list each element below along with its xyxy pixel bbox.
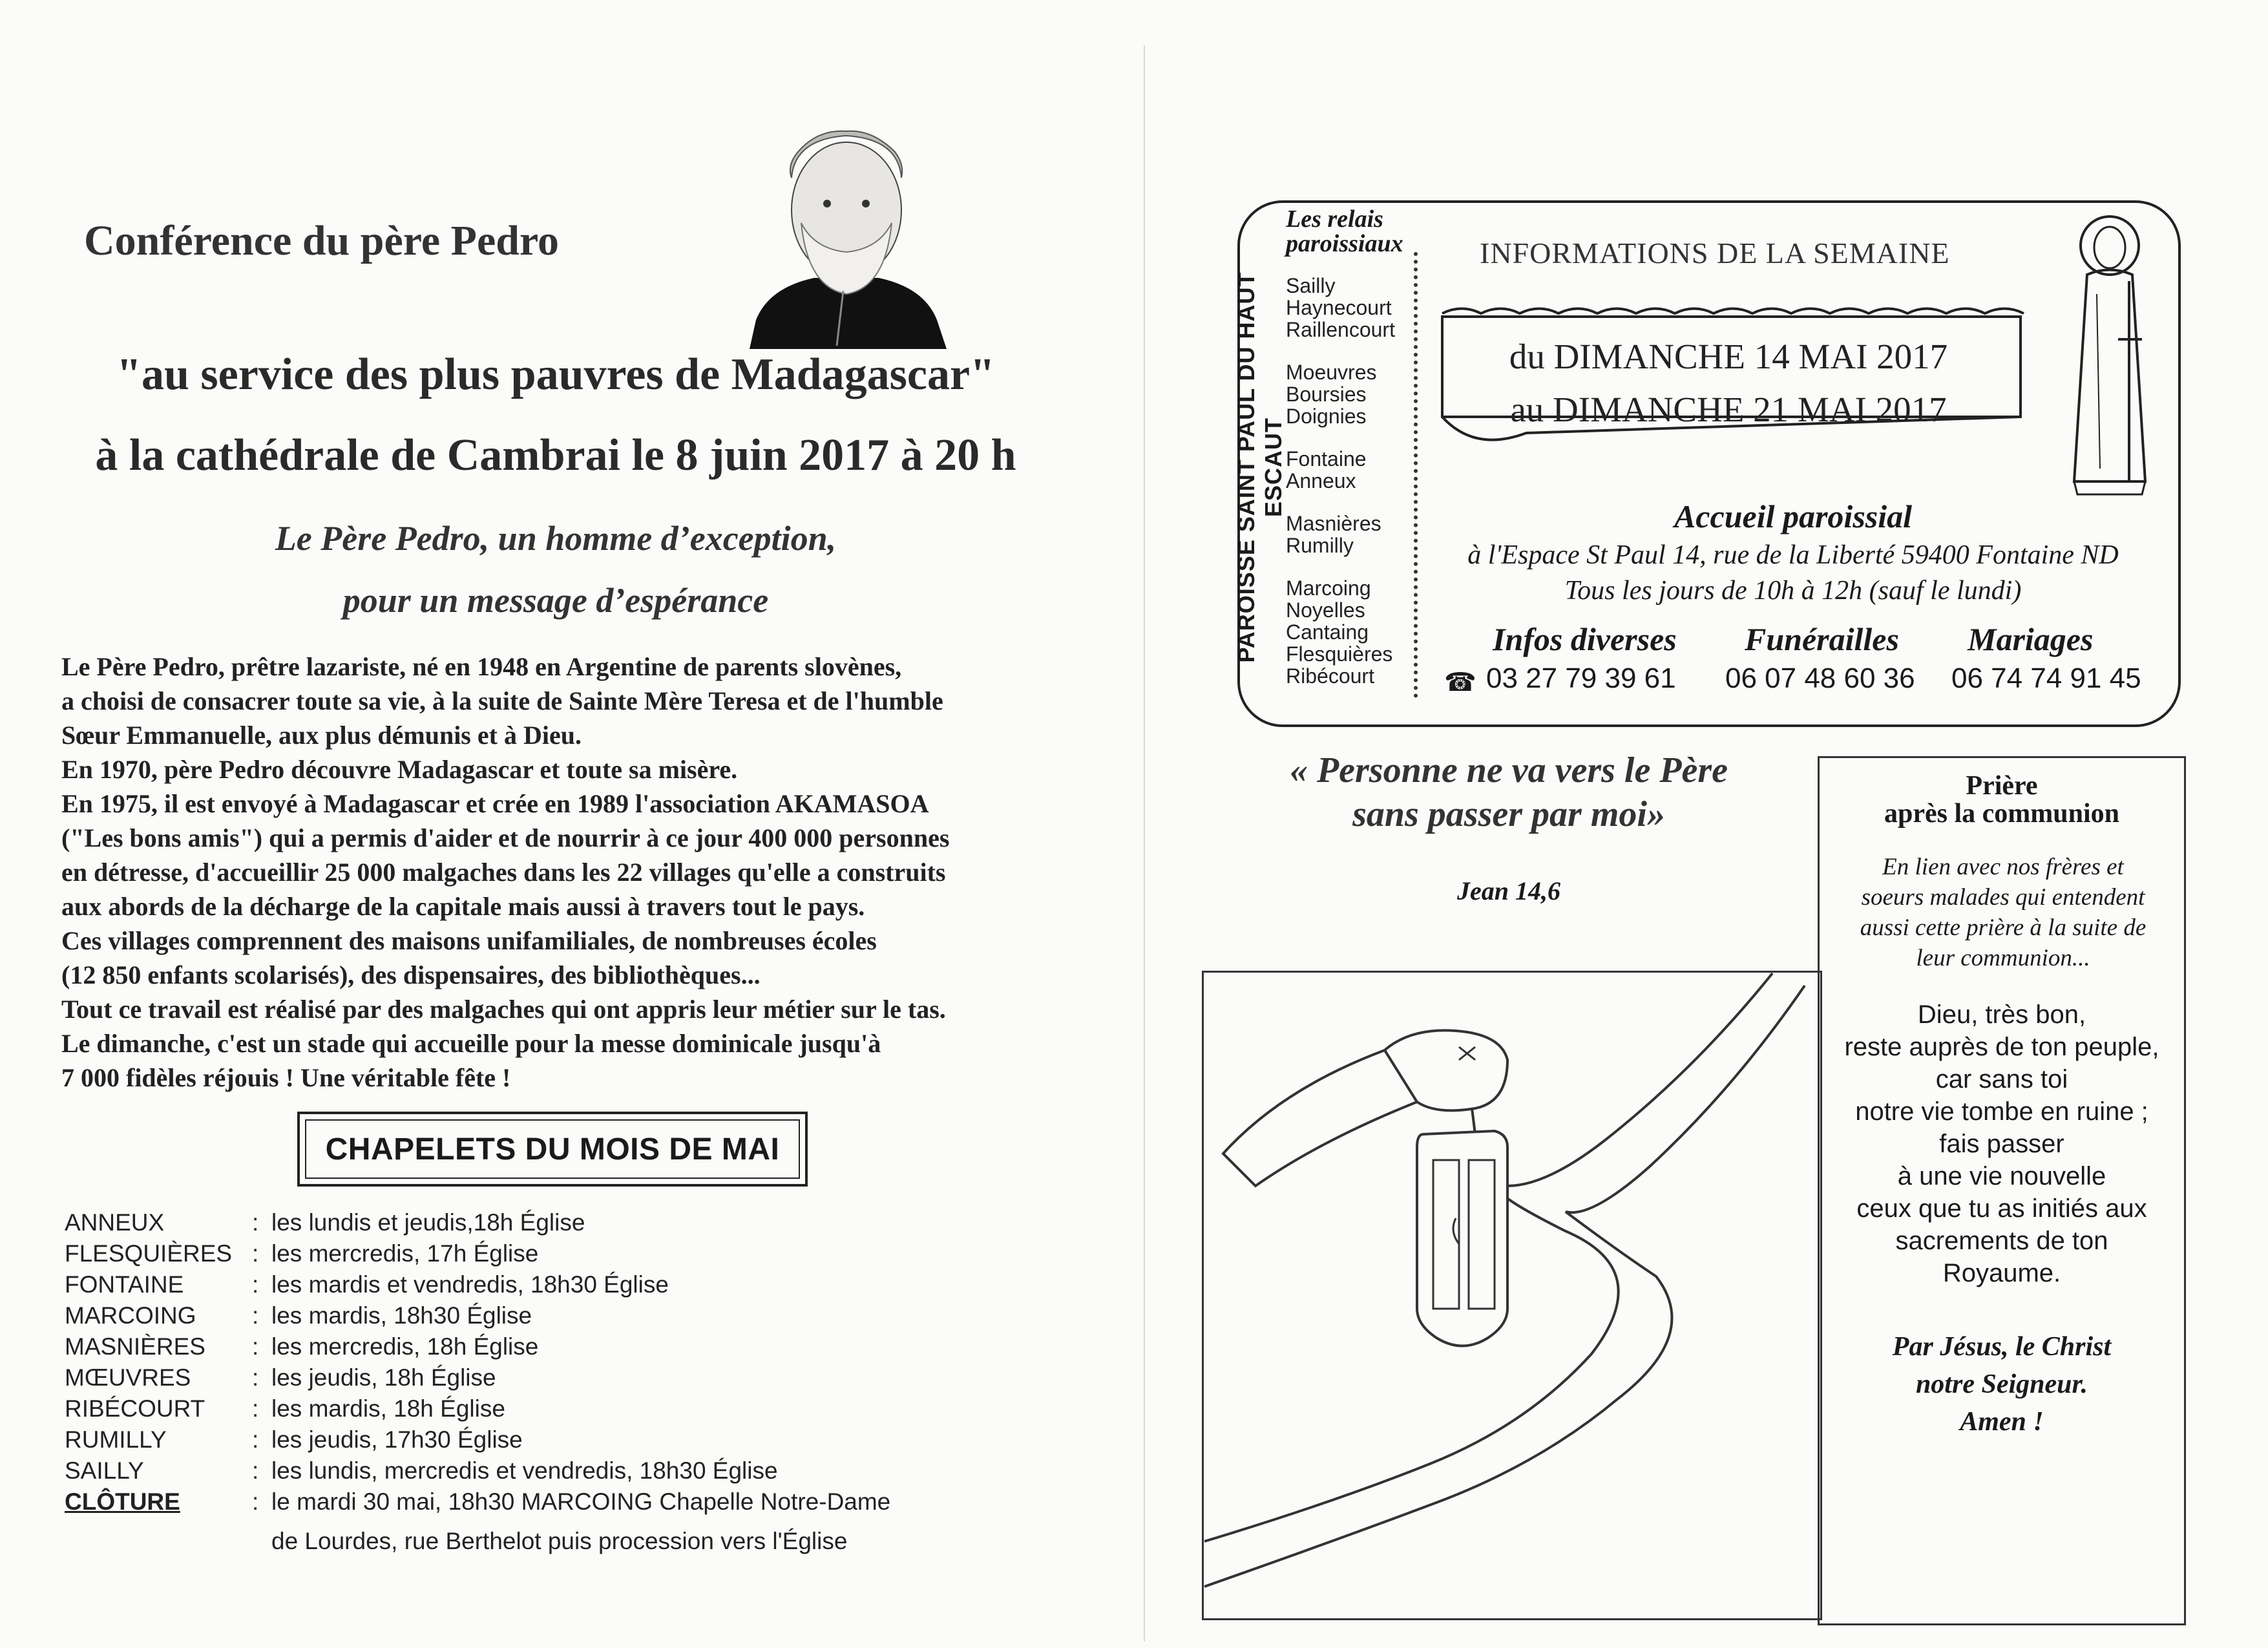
contact-phone-funerailles: 06 07 48 60 36 <box>1725 662 1915 694</box>
father-pedro-portrait <box>711 126 982 349</box>
bio-line: ("Les bons amis") qui a permis d'aider et de nourrir à ce jour 400 000 personnes <box>61 823 950 852</box>
bio-line: Sœur Emmanuelle, aux plus démunis et à Dieu. <box>61 721 582 750</box>
relais-village: Moeuvres <box>1286 361 1377 384</box>
relais-village: Sailly <box>1286 274 1336 297</box>
contact-label-funerailles: Funérailles <box>1745 621 1899 657</box>
prayer-line: reste auprès de ton peuple, <box>1844 1033 2159 1061</box>
relais-list <box>1286 275 1395 708</box>
chapelet-village: ANNEUX <box>65 1209 165 1236</box>
contact-phone-mariages: 06 74 74 91 45 <box>1951 662 2141 694</box>
relais-group <box>1286 361 1395 427</box>
relais-title <box>1286 207 1403 256</box>
relais-village: Raillencourt <box>1286 318 1395 341</box>
chapelet-village: FONTAINE <box>65 1271 184 1298</box>
chapelet-row: MŒUVRES : les jeudis, 18h Église <box>65 1362 890 1393</box>
chapelet-schedule: les lundis et jeudis,18h Église <box>271 1209 585 1236</box>
chapelet-village: RUMILLY <box>65 1426 167 1453</box>
relais-group <box>1286 275 1395 341</box>
cloture-label: CLÔTURE <box>65 1488 180 1515</box>
chapelet-row: MASNIÈRES : les mercredis, 18h Église <box>65 1331 890 1362</box>
prayer-line: Dieu, très bon, <box>1917 1000 2086 1029</box>
prayer-line: à une vie nouvelle <box>1897 1162 2106 1190</box>
relais-village: Flesquières <box>1286 642 1393 666</box>
chapelets-heading: CHAPELETS DU MOIS DE MAI <box>305 1119 800 1179</box>
bio-line: En 1975, il est envoyé à Madagascar et crée en 1989 l'association AKAMASOA <box>61 789 929 818</box>
chapelet-row: RUMILLY : les jeudis, 17h30 Église <box>65 1424 890 1455</box>
chapelet-row: MARCOING : les mardis, 18h30 Église <box>65 1300 890 1331</box>
quote-line2: sans passer par moi» <box>1352 794 1665 834</box>
date-to: au DIMANCHE 21 MAI 2017 <box>1510 390 1947 429</box>
page-fold-divider <box>1144 45 1145 1642</box>
gospel-quote <box>1202 748 1816 836</box>
contact-phone-infos: 03 27 79 39 61 <box>1486 662 1676 694</box>
relais-village: Fontaine <box>1286 447 1367 470</box>
cloture-row: CLÔTURE : le mardi 30 mai, 18h30 MARCOING Chapelle Notre-Dame <box>65 1486 890 1517</box>
relais-village: Ribécourt <box>1286 664 1374 688</box>
relais-group <box>1286 512 1395 556</box>
quote-line1: « Personne ne va vers le Père <box>1289 750 1728 790</box>
chapelet-schedule: les mardis, 18h Église <box>271 1395 505 1422</box>
relais-group <box>1286 577 1395 687</box>
tagline-line2: pour un message d’espérance <box>342 581 769 620</box>
chapelet-village: RIBÉCOURT <box>65 1395 205 1422</box>
contact-label-infos: Infos diverses <box>1493 621 1677 657</box>
chapelet-village: FLESQUIÈRES <box>65 1240 233 1267</box>
contact-label-mariages: Mariages <box>1968 621 2094 657</box>
parish-name-vertical: PAROISSE SAINT PAUL DU HAUT ESCAUT <box>1233 271 1286 663</box>
relais-village: Cantaing <box>1286 620 1369 644</box>
bio-line: en détresse, d'accueillir 25 000 malgaches dans les 22 villages qu'elle a construits <box>61 858 946 887</box>
chapelet-row: FLESQUIÈRES : les mercredis, 17h Église <box>65 1238 890 1269</box>
cloture-line1: le mardi 30 mai, 18h30 MARCOING Chapelle Notre-Dame <box>271 1488 891 1515</box>
accueil-hours: Tous les jours de 10h à 12h (sauf le lundi) <box>1564 576 2022 606</box>
chapelet-village: MASNIÈRES <box>65 1333 205 1360</box>
info-week-header: INFORMATIONS DE LA SEMAINE <box>1480 237 1950 269</box>
relais-village: Marcoing <box>1286 576 1371 600</box>
bio-line: En 1970, père Pedro découvre Madagascar et toute sa misère. <box>61 755 738 784</box>
prayer-title-line1: Prière <box>1966 771 2038 801</box>
relais-title-line1: Les relais <box>1286 206 1383 233</box>
chapelet-schedule: les lundis, mercredis et vendredis, 18h30 Église <box>271 1457 778 1484</box>
relais-title-line2: paroissiaux <box>1286 230 1403 257</box>
cloture-line2: de Lourdes, rue Berthelot puis procession vers l'Église <box>271 1528 848 1554</box>
hand-lantern-road-drawing <box>1204 973 1820 1618</box>
chapelet-schedule: les mercredis, 17h Église <box>271 1240 539 1267</box>
chapelet-row: FONTAINE : les mardis et vendredis, 18h30 Église <box>65 1269 890 1300</box>
prayer-ending-line: Amen ! <box>1960 1407 2044 1437</box>
accueil-title: Accueil paroissial <box>1674 498 1913 534</box>
chapelets-heading-box <box>297 1112 808 1187</box>
biography-text <box>61 650 1121 1095</box>
lantern-illustration-frame <box>1202 971 1822 1620</box>
prayer-ending <box>1818 1328 2186 1441</box>
conference-subtitle-line1: "au service des plus pauvres de Madagascar" <box>116 350 995 399</box>
prayer-intro-line: aussi cette prière à la suite de <box>1860 914 2147 941</box>
chapelet-village: SAILLY <box>65 1457 144 1484</box>
prayer-intro-line: leur communion... <box>1916 945 2090 971</box>
relais-group <box>1286 448 1395 492</box>
bio-line: (12 850 enfants scolarisés), des dispensaires, des bibliothèques... <box>61 960 761 989</box>
chapelet-schedule: les jeudis, 18h Église <box>271 1364 496 1391</box>
chapelet-village: MŒUVRES <box>65 1364 191 1391</box>
telephone-icon: ☎ <box>1444 668 1476 697</box>
chapelet-schedule: les jeudis, 17h30 Église <box>271 1426 523 1453</box>
accueil-address: à l'Espace St Paul 14, rue de la Liberté 59400 Fontaine ND <box>1467 540 2119 570</box>
chapelets-schedule <box>65 1207 890 1517</box>
relais-village: Rumilly <box>1286 534 1354 557</box>
bio-line: Ces villages comprennent des maisons unifamiliales, de nombreuses écoles <box>61 926 877 955</box>
prayer-ending-line: notre Seigneur. <box>1915 1369 2088 1399</box>
prayer-body <box>1818 998 2186 1289</box>
prayer-intro <box>1829 852 2178 973</box>
relais-village: Haynecourt <box>1286 296 1392 319</box>
bio-line: a choisi de consacrer toute sa vie, à la suite de Sainte Mère Teresa et de l'humble <box>61 686 943 715</box>
prayer-title-line2: après la communion <box>1884 799 2119 829</box>
chapelet-row: SAILLY : les lundis, mercredis et vendredis, 18h30 Église <box>65 1455 890 1486</box>
relais-village: Boursies <box>1286 383 1367 406</box>
relais-village: Noyelles <box>1286 598 1365 622</box>
relais-village: Anneux <box>1286 469 1356 492</box>
bio-line: 7 000 fidèles réjouis ! Une véritable fête ! <box>61 1063 511 1092</box>
prayer-ending-line: Par Jésus, le Christ <box>1892 1332 2112 1362</box>
saint-paul-icon <box>2061 210 2158 501</box>
date-ribbon <box>1436 304 2037 452</box>
prayer-intro-line: soeurs malades qui entendent <box>1861 884 2145 911</box>
prayer-line: sacrements de ton <box>1895 1227 2108 1255</box>
relais-village: Doignies <box>1286 405 1367 428</box>
prayer-line: ceux que tu as initiés aux <box>1856 1194 2147 1223</box>
quote-reference: Jean 14,6 <box>1457 876 1560 905</box>
prayer-line: car sans toi <box>1935 1065 2068 1093</box>
bio-line: Le Père Pedro, prêtre lazariste, né en 1948 en Argentine de parents slovènes, <box>61 652 902 681</box>
prayer-intro-line: En lien avec nos frères et <box>1882 854 2124 880</box>
chapelet-schedule: les mercredis, 18h Église <box>271 1333 539 1360</box>
chapelet-schedule: les mardis, 18h30 Église <box>271 1302 532 1329</box>
bio-line: Le dimanche, c'est un stade qui accueille pour la messe dominicale jusqu'à <box>61 1029 881 1058</box>
bio-line: Tout ce travail est réalisé par des malgaches qui ont appris leur métier sur le tas. <box>61 995 946 1024</box>
relais-village: Masnières <box>1286 512 1381 535</box>
chapelet-schedule: les mardis et vendredis, 18h30 Église <box>271 1271 669 1298</box>
chapelet-row: RIBÉCOURT : les mardis, 18h Église <box>65 1393 890 1424</box>
conference-subtitle-line2: à la cathédrale de Cambrai le 8 juin 2017 à 20 h <box>95 430 1016 480</box>
prayer-line: notre vie tombe en ruine ; <box>1855 1097 2148 1126</box>
tagline-line1: Le Père Pedro, un homme d’exception, <box>275 519 837 558</box>
chapelet-village: MARCOING <box>65 1302 196 1329</box>
prayer-line: fais passer <box>1939 1130 2064 1158</box>
prayer-line: Royaume. <box>1942 1259 2061 1287</box>
chapelet-row: ANNEUX : les lundis et jeudis,18h Église <box>65 1207 890 1238</box>
relais-dotted-divider <box>1414 252 1418 698</box>
date-from: du DIMANCHE 14 MAI 2017 <box>1509 337 1948 376</box>
conference-title: Conférence du père Pedro <box>84 217 560 264</box>
bio-line: aux abords de la décharge de la capitale mais aussi à travers tout le pays. <box>61 892 865 921</box>
